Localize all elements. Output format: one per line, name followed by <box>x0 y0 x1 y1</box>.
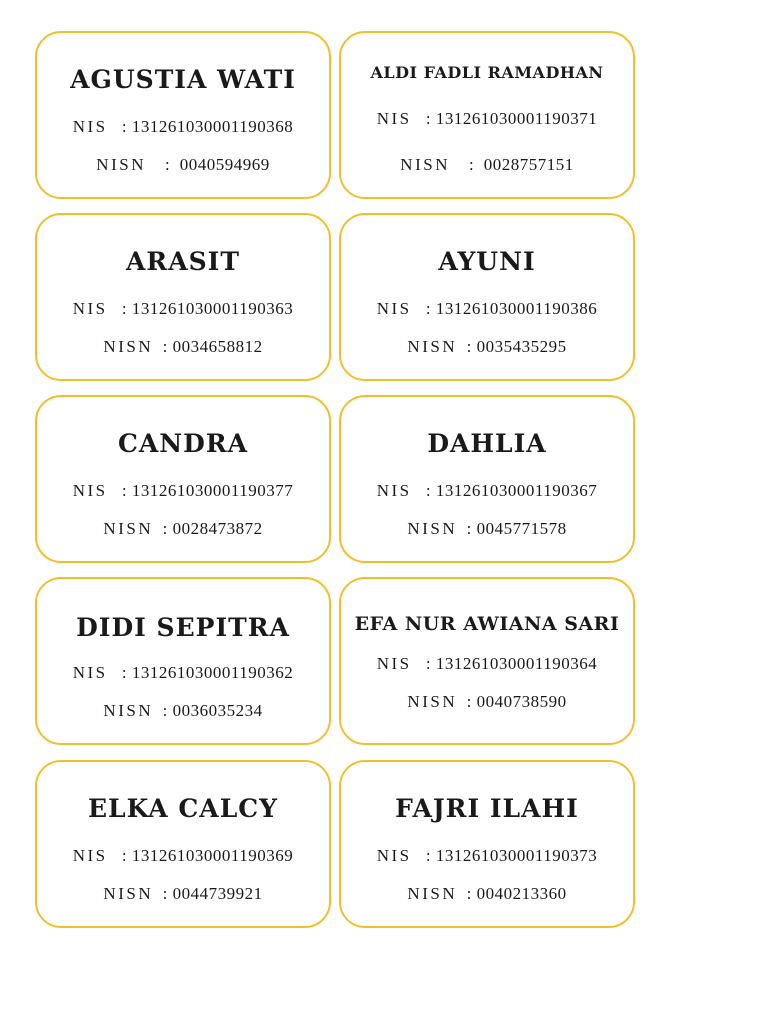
nisn-value: 0045771578 <box>476 519 567 538</box>
nis-line: NIS : 131261030001190386 <box>376 299 598 318</box>
student-name: DIDI SEPITRA <box>76 613 290 642</box>
name-card <box>339 31 635 199</box>
student-name: FAJRI ILAHI <box>395 794 579 823</box>
nisn-line: NISN : 0028757151 <box>400 155 574 174</box>
nisn-line: NISN : 0040213360 <box>407 884 567 903</box>
nis-value: 131261030001190362 <box>131 663 294 682</box>
nisn-line: NISN : 0040594969 <box>96 155 270 174</box>
nis-line: NIS : 131261030001190377 <box>72 481 294 500</box>
nisn-value: 0028473872 <box>172 519 263 538</box>
nis-line: NIS : 131261030001190369 <box>72 846 294 865</box>
name-card <box>35 760 331 928</box>
nis-line: NIS : 131261030001190363 <box>72 299 294 318</box>
nisn-value: 0044739921 <box>172 884 263 903</box>
nisn-line: NISN : 0035435295 <box>407 337 567 356</box>
nis-value: 131261030001190386 <box>435 299 598 318</box>
nis-value: 131261030001190377 <box>131 481 294 500</box>
student-name: ALDI FADLI RAMADHAN <box>370 63 604 82</box>
nis-line: NIS : 131261030001190367 <box>376 481 598 500</box>
nis-line: NIS : 131261030001190371 <box>376 109 598 128</box>
nis-value: 131261030001190373 <box>435 846 598 865</box>
nisn-line: NISN : 0045771578 <box>407 519 567 538</box>
nis-line: NIS : 131261030001190364 <box>376 654 598 673</box>
nis-value: 131261030001190364 <box>435 654 598 673</box>
nisn-value: 0040213360 <box>476 884 567 903</box>
name-card <box>35 577 331 745</box>
nisn-line: NISN : 0028473872 <box>103 519 263 538</box>
student-name: ELKA CALCY <box>87 794 279 823</box>
nisn-line: NISN : 0040738590 <box>407 692 567 711</box>
student-name: AYUNI <box>438 247 536 276</box>
nis-value: 131261030001190363 <box>131 299 294 318</box>
nisn-line: NISN : 0044739921 <box>103 884 263 903</box>
nis-line: NIS : 131261030001190373 <box>376 846 598 865</box>
nis-value: 131261030001190367 <box>435 481 598 500</box>
nisn-value: 0034658812 <box>172 337 263 356</box>
nisn-value: 0036035234 <box>172 701 263 720</box>
nis-line: NIS : 131261030001190368 <box>72 117 294 136</box>
nis-value: 131261030001190371 <box>435 109 598 128</box>
student-name: CANDRA <box>118 429 248 458</box>
name-card <box>339 577 635 745</box>
nis-value: 131261030001190369 <box>131 846 294 865</box>
name-card <box>35 395 331 563</box>
student-name: DAHLIA <box>427 429 547 458</box>
nisn-line: NISN : 0036035234 <box>103 701 263 720</box>
student-name: EFA NUR AWIANA SARI <box>354 613 620 635</box>
name-card <box>35 213 331 381</box>
name-card <box>35 31 331 199</box>
name-card <box>339 395 635 563</box>
nisn-value: 0035435295 <box>476 337 567 356</box>
nisn-value: 0028757151 <box>483 155 574 174</box>
student-name: AGUSTIA WATI <box>70 65 296 94</box>
nis-value: 131261030001190368 <box>131 117 294 136</box>
name-card <box>339 213 635 381</box>
name-card <box>339 760 635 928</box>
nisn-value: 0040594969 <box>179 155 270 174</box>
nisn-value: 0040738590 <box>476 692 567 711</box>
student-name: ARASIT <box>126 247 240 276</box>
nisn-line: NISN : 0034658812 <box>103 337 263 356</box>
nis-line: NIS : 131261030001190362 <box>72 663 294 682</box>
